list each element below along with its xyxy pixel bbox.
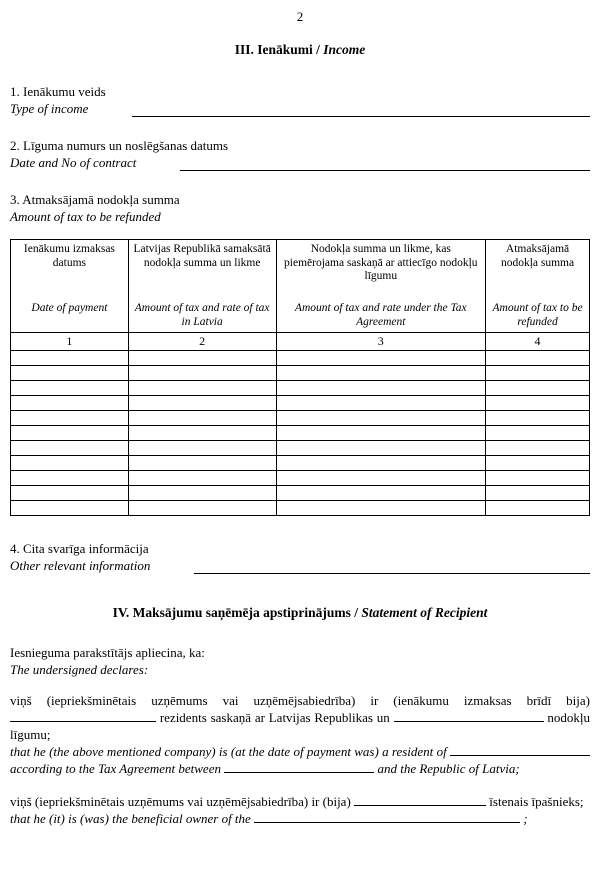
income-section-heading [10,41,590,59]
table-empty-cell [276,486,486,501]
residency-en-text-3: and the Republic of Latvia; [377,761,520,776]
table-empty-cell [11,441,129,456]
table-empty-cell [486,456,590,471]
table-empty-row [11,486,590,501]
table-empty-cell [11,471,129,486]
residency-lv-text-3: nodokļu līgumu; [10,710,591,742]
statement-heading-lv: IV. Maksājumu saņēmēja apstiprinājums / [112,605,359,620]
page-number: 2 [296,9,304,24]
table-empty-cell [276,441,486,456]
field-other-info [10,540,590,574]
table-empty-cell [11,351,129,366]
table-empty-cell [11,411,129,426]
table-empty-cell [486,441,590,456]
residency-en-text-1: that he (the above mentioned company) is (at the date of payment was) a resident of [10,744,447,759]
table-empty-cell [128,351,276,366]
residency-lv-text-1: viņš (iepriekšminētais uzņēmums vai uzņēmējsabiedrība) ir (ienākumu izmaksas brīdī bija) [10,693,590,708]
table-empty-cell [276,501,486,516]
field-tax-amount-label-lv: 3. Atmaksājamā nodokļa summa [10,192,180,207]
table-body [11,351,590,516]
table-header-tax-refunded [486,240,590,333]
table-empty-cell [128,411,276,426]
table-empty-row [11,471,590,486]
table-empty-cell [128,456,276,471]
table-empty-cell [276,381,486,396]
field-contract [10,137,590,171]
beneficial-owner-declaration-en [10,810,590,827]
table-empty-cell [276,396,486,411]
field-other-info-label-lv: 4. Cita svarīga informācija [10,541,149,556]
table-empty-cell [486,366,590,381]
table-empty-row [11,426,590,441]
statement-heading-en: Statement of Recipient [361,605,488,620]
table-empty-cell [128,366,276,381]
table-empty-cell [128,381,276,396]
statement-section-heading [10,604,590,622]
table-empty-row [11,441,590,456]
beneficial-owner-declaration-lv [10,793,590,810]
field-tax-amount [10,191,590,225]
table-empty-cell [276,456,486,471]
table-header-lv: Atmaksājamā nodokļa summa [500,243,575,269]
field-contract-label-en: Date and No of contract [10,155,137,170]
column-number-row [11,333,590,351]
residency-agreement-blank-lv [394,709,544,722]
column-number-4: 4 [486,333,590,351]
table-empty-cell [486,486,590,501]
owner-en-text-1: that he (it) is (was) the beneficial owner of the [10,811,251,826]
declaration-intro-lv: Iesnieguma parakstītājs apliecina, ka: [10,645,205,660]
table-empty-cell [276,351,486,366]
table-empty-cell [128,471,276,486]
income-heading-en: Income [323,42,366,57]
table-empty-cell [128,486,276,501]
table-header-lv: Ienākumu izmaksas datums [23,243,115,269]
table-header-en: Amount of tax to be refunded [492,302,583,328]
table-empty-row [11,501,590,516]
owner-lv-text-1: viņš (iepriekšminētais uzņēmums vai uzņēmējsabiedrība) ir (bija) [10,794,351,809]
table-empty-cell [486,381,590,396]
table-empty-cell [11,426,129,441]
field-type-of-income-label-en: Type of income [10,101,89,116]
column-number-1: 1 [11,333,129,351]
table-empty-row [11,456,590,471]
tax-refund-table [10,239,590,516]
declaration-intro-en: The undersigned declares: [10,662,149,677]
table-empty-cell [11,381,129,396]
table-empty-row [11,351,590,366]
table-empty-cell [486,351,590,366]
column-number-3: 3 [276,333,486,351]
table-empty-cell [276,471,486,486]
table-empty-cell [11,486,129,501]
table-header-tax-agreement [276,240,486,333]
table-empty-cell [11,396,129,411]
table-empty-row [11,366,590,381]
table-empty-cell [486,501,590,516]
table-header-en: Amount of tax and rate under the Tax Agreement [294,302,467,328]
other-info-blank-line [194,560,590,574]
table-empty-cell [276,366,486,381]
table-empty-row [11,381,590,396]
table-empty-cell [486,411,590,426]
table-empty-cell [128,396,276,411]
table-header-lv: Latvijas Republikā samaksātā nodokļa summa un likme [133,243,271,269]
table-header-en: Amount of tax and rate of tax in Latvia [134,302,270,328]
owner-blank-en [254,810,520,823]
residency-country-blank-en [450,743,590,756]
table-empty-cell [11,501,129,516]
field-contract-label-lv: 2. Līguma numurs un noslēgšanas datums [10,138,229,153]
contract-blank-line [180,157,590,171]
table-empty-cell [486,471,590,486]
column-number-2: 2 [128,333,276,351]
table-empty-cell [128,501,276,516]
table-empty-cell [276,426,486,441]
declaration-intro [10,644,590,678]
owner-blank-lv [354,793,486,806]
residency-lv-text-2: rezidents saskaņā ar Latvijas Republikas un [159,710,390,725]
table-header-en: Date of payment [31,302,108,314]
table-header-date-of-payment [11,240,129,333]
table-header-lv: Nodokļa summa un likme, kas piemērojama saskaņā ar attiecīgo nodokļu līgumu [284,243,478,282]
residency-declaration-lv [10,692,590,743]
residency-declaration-en [10,743,590,777]
table-empty-row [11,411,590,426]
table-empty-cell [486,426,590,441]
table-empty-cell [486,396,590,411]
table-empty-cell [128,426,276,441]
table-header-tax-in-latvia [128,240,276,333]
field-type-of-income-label-lv: 1. Ienākumu veids [10,84,106,99]
residency-en-text-2: according to the Tax Agreement between [10,761,221,776]
table-empty-cell [11,366,129,381]
field-other-info-label-en: Other relevant information [10,558,151,573]
table-empty-cell [276,411,486,426]
residency-agreement-blank-en [224,760,374,773]
owner-en-text-2: ; [523,811,528,826]
table-empty-row [11,396,590,411]
field-type-of-income [10,83,590,117]
table-empty-cell [128,441,276,456]
income-heading-lv: III. Ienākumi / [234,42,320,57]
residency-country-blank-lv [10,709,156,722]
table-empty-cell [11,456,129,471]
type-of-income-blank-line [132,103,590,117]
owner-lv-text-2: īstenais īpašnieks; [489,794,584,809]
field-tax-amount-label-en: Amount of tax to be refunded [10,209,161,224]
table-header-row [11,240,590,333]
